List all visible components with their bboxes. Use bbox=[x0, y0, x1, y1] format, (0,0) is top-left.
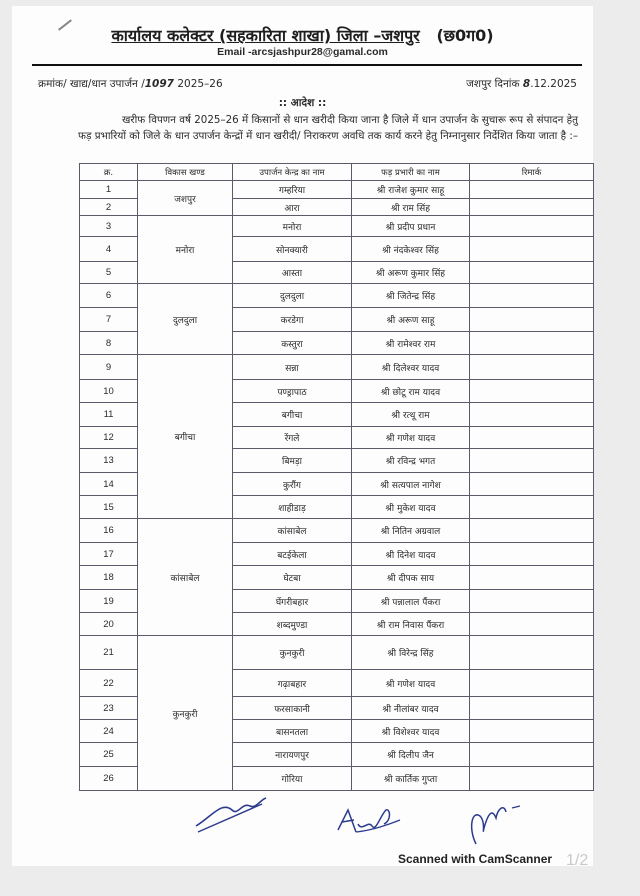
incharge-name: श्री नीलांबर यादव bbox=[352, 697, 470, 720]
incharge-name: श्री छोटू राम यादव bbox=[352, 380, 470, 403]
serial-number: 18 bbox=[80, 566, 138, 590]
centre-name: मनोरा bbox=[233, 216, 352, 237]
signature-2 bbox=[334, 802, 404, 838]
incharge-name: श्री नंदकेश्वर सिंह bbox=[352, 237, 470, 262]
centre-name: आस्ता bbox=[233, 262, 352, 284]
remark-cell bbox=[470, 743, 594, 767]
incharge-name: श्री कार्तिक गुप्ता bbox=[352, 767, 470, 791]
incharge-name: श्री अरूण साहू bbox=[352, 308, 470, 332]
serial-number: 11 bbox=[80, 403, 138, 427]
signature-3 bbox=[462, 798, 532, 848]
centre-name: बिमड़ा bbox=[233, 449, 352, 473]
serial-number: 17 bbox=[80, 543, 138, 566]
remark-cell bbox=[470, 332, 594, 355]
table-body bbox=[80, 181, 594, 791]
serial-number: 7 bbox=[80, 308, 138, 332]
serial-number: 15 bbox=[80, 496, 138, 519]
ref-suffix: 2025–26 bbox=[177, 78, 223, 90]
office-title bbox=[12, 24, 593, 46]
incharge-name: श्री रविन्द्र भगत bbox=[352, 449, 470, 473]
remark-cell bbox=[470, 284, 594, 308]
centre-name: शाहीडाड़ bbox=[233, 496, 352, 519]
remark-cell bbox=[470, 380, 594, 403]
remark-cell bbox=[470, 697, 594, 720]
serial-number: 9 bbox=[80, 355, 138, 380]
serial-number: 4 bbox=[80, 237, 138, 262]
office-title-state: (छ0ग0) bbox=[436, 26, 494, 45]
block-name: कांसाबेल bbox=[138, 519, 233, 636]
reference-number bbox=[38, 77, 223, 91]
incharge-name: श्री दिनेश यादव bbox=[352, 543, 470, 566]
centre-name: बासनतला bbox=[233, 720, 352, 743]
order-heading: :: आदेश :: bbox=[278, 97, 327, 109]
document-page bbox=[12, 6, 593, 866]
serial-number: 22 bbox=[80, 670, 138, 697]
centre-name: सोनक्यारी bbox=[233, 237, 352, 262]
serial-number: 1 bbox=[80, 181, 138, 199]
block-name: जशपुर bbox=[138, 181, 233, 216]
centre-name: नारायणपुर bbox=[233, 743, 352, 767]
centre-name: गढ़ाबहार bbox=[233, 670, 352, 697]
centre-name: कांसाबेल bbox=[233, 519, 352, 543]
header-block: विकास खण्ड bbox=[138, 164, 233, 181]
centre-name: फरसाकानी bbox=[233, 697, 352, 720]
remark-cell bbox=[470, 566, 594, 590]
order-paragraph-text: खरीफ विपणन वर्ष 2025–26 में किसानों से धान खरीदी किया जाना है जिले में धान उपार्जन के सुचारू रूप से संपादन हेतु फड़ प्रभारियों को जिले के धान उपार्जन केन्द्रों में धान खरीदी/ निराकरण अवधि तक कार्य करने हेतु निम्नानुसार निर्देशित किया जाता है :– bbox=[78, 114, 578, 142]
scanner-watermark: Scanned with CamScanner bbox=[398, 852, 553, 866]
remark-cell bbox=[470, 767, 594, 791]
table-row bbox=[80, 216, 594, 237]
centre-name: घेटबा bbox=[233, 566, 352, 590]
table-row bbox=[80, 636, 594, 670]
incharge-name: श्री जितेन्द्र सिंह bbox=[352, 284, 470, 308]
centre-name: गोरिया bbox=[233, 767, 352, 791]
centre-name: आरा bbox=[233, 199, 352, 216]
ref-number: 1097 bbox=[144, 78, 174, 90]
block-name: दुलदुला bbox=[138, 284, 233, 355]
remark-cell bbox=[470, 496, 594, 519]
header-serial: क्र. bbox=[80, 164, 138, 181]
incharge-name: श्री अरूण कुमार सिंह bbox=[352, 262, 470, 284]
serial-number: 6 bbox=[80, 284, 138, 308]
header-incharge: फड़ प्रभारी का नाम bbox=[352, 164, 470, 181]
incharge-name: श्री राजेश कुमार साहू bbox=[352, 181, 470, 199]
centre-name: गम्हरिया bbox=[233, 181, 352, 199]
remark-cell bbox=[470, 216, 594, 237]
incharge-name: श्री दिलेश्वर यादव bbox=[352, 355, 470, 380]
centre-name: पण्ड्रापाठ bbox=[233, 380, 352, 403]
incharge-name: श्री रत्थू राम bbox=[352, 403, 470, 427]
header-remark: रिमार्क bbox=[470, 164, 594, 181]
serial-number: 10 bbox=[80, 380, 138, 403]
remark-cell bbox=[470, 543, 594, 566]
serial-number: 19 bbox=[80, 590, 138, 613]
serial-number: 12 bbox=[80, 427, 138, 449]
table-row bbox=[80, 355, 594, 380]
incharge-name: श्री राम निवास पैंकरा bbox=[352, 613, 470, 636]
table-row bbox=[80, 181, 594, 199]
centre-name: कुनकुरी bbox=[233, 636, 352, 670]
date-rest: .12.2025 bbox=[530, 78, 577, 90]
table-header-row bbox=[80, 164, 594, 181]
remark-cell bbox=[470, 519, 594, 543]
serial-number: 23 bbox=[80, 697, 138, 720]
incharge-name: श्री दिलीप जैन bbox=[352, 743, 470, 767]
serial-number: 21 bbox=[80, 636, 138, 670]
remark-cell bbox=[470, 403, 594, 427]
remark-cell bbox=[470, 262, 594, 284]
incharge-name: श्री प्रदीप प्रधान bbox=[352, 216, 470, 237]
remark-cell bbox=[470, 636, 594, 670]
table-row bbox=[80, 519, 594, 543]
centre-name: सन्ना bbox=[233, 355, 352, 380]
incharge-name: श्री विरेन्द्र सिंह bbox=[352, 636, 470, 670]
table-row bbox=[80, 284, 594, 308]
serial-number: 2 bbox=[80, 199, 138, 216]
centre-name: बगीचा bbox=[233, 403, 352, 427]
serial-number: 3 bbox=[80, 216, 138, 237]
remark-cell bbox=[470, 449, 594, 473]
remark-cell bbox=[470, 199, 594, 216]
incharge-table bbox=[79, 163, 594, 791]
centre-name: घेंगरीबहार bbox=[233, 590, 352, 613]
remark-cell bbox=[470, 590, 594, 613]
remark-cell bbox=[470, 473, 594, 496]
order-date bbox=[466, 77, 577, 91]
centre-name: कस्तुरा bbox=[233, 332, 352, 355]
page-indicator: 1/2 bbox=[566, 852, 589, 869]
incharge-name: श्री विशेश्वर यादव bbox=[352, 720, 470, 743]
incharge-name: श्री राम सिंह bbox=[352, 199, 470, 216]
incharge-name: श्री नितिन अग्रवाल bbox=[352, 519, 470, 543]
incharge-name: श्री पन्नालाल पैंकरा bbox=[352, 590, 470, 613]
centre-name: बटईकेला bbox=[233, 543, 352, 566]
remark-cell bbox=[470, 427, 594, 449]
block-name: बगीचा bbox=[138, 355, 233, 519]
serial-number: 20 bbox=[80, 613, 138, 636]
centre-name: रेंगले bbox=[233, 427, 352, 449]
serial-number: 8 bbox=[80, 332, 138, 355]
block-name: मनोरा bbox=[138, 216, 233, 284]
ref-prefix: क्रमांक/ खाद्य/धान उपार्जन / bbox=[38, 78, 145, 90]
incharge-name: श्री रामेश्वर राम bbox=[352, 332, 470, 355]
header-centre: उपार्जन केन्द्र का नाम bbox=[233, 164, 352, 181]
office-email: Email -arcsjashpur28@gamal.com bbox=[217, 46, 388, 58]
office-title-main: कार्यालय कलेक्टर (सहकारिता शाखा) जिला –जशपुर bbox=[111, 26, 420, 45]
serial-number: 25 bbox=[80, 743, 138, 767]
incharge-name: श्री गणेश यादव bbox=[352, 427, 470, 449]
centre-name: दुलदुला bbox=[233, 284, 352, 308]
remark-cell bbox=[470, 720, 594, 743]
signature-1 bbox=[192, 796, 272, 836]
serial-number: 5 bbox=[80, 262, 138, 284]
serial-number: 13 bbox=[80, 449, 138, 473]
centre-name: कुरौंग bbox=[233, 473, 352, 496]
remark-cell bbox=[470, 355, 594, 380]
header-divider bbox=[32, 64, 582, 66]
centre-name: करडेगा bbox=[233, 308, 352, 332]
serial-number: 16 bbox=[80, 519, 138, 543]
remark-cell bbox=[470, 237, 594, 262]
date-prefix: जशपुर दिनांक bbox=[466, 78, 520, 90]
incharge-name: श्री सत्यपाल नागेश bbox=[352, 473, 470, 496]
incharge-name: श्री गणेश यादव bbox=[352, 670, 470, 697]
remark-cell bbox=[470, 613, 594, 636]
incharge-name: श्री मुकेश यादव bbox=[352, 496, 470, 519]
remark-cell bbox=[470, 181, 594, 199]
remark-cell bbox=[470, 670, 594, 697]
date-day: 8 bbox=[522, 78, 531, 90]
incharge-name: श्री दीपक साय bbox=[352, 566, 470, 590]
remark-cell bbox=[470, 308, 594, 332]
centre-name: शब्दमुण्डा bbox=[233, 613, 352, 636]
serial-number: 24 bbox=[80, 720, 138, 743]
serial-number: 14 bbox=[80, 473, 138, 496]
order-paragraph bbox=[78, 112, 578, 144]
serial-number: 26 bbox=[80, 767, 138, 791]
block-name: कुनकुरी bbox=[138, 636, 233, 791]
